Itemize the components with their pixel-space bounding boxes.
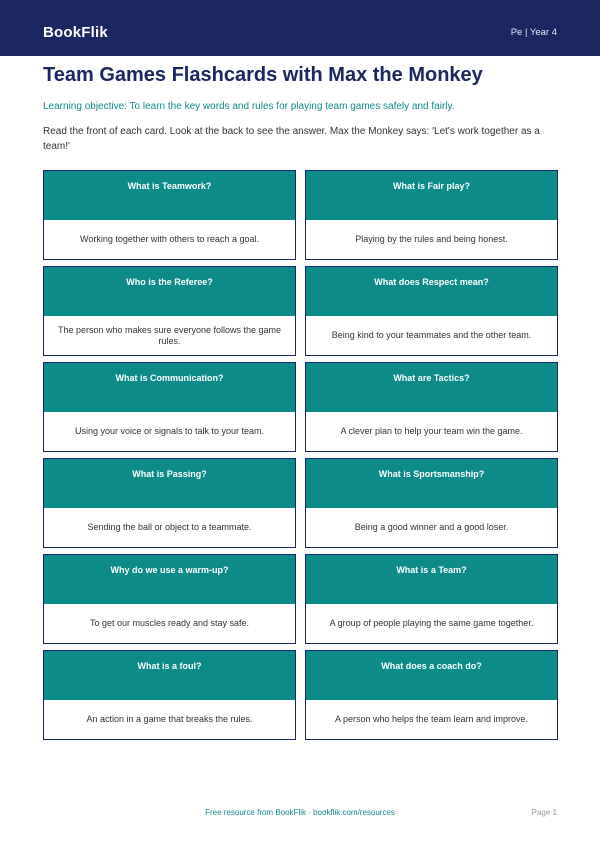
card-front: What is Communication? bbox=[44, 363, 295, 412]
flashcard[interactable] bbox=[43, 266, 296, 356]
card-back: A clever plan to help your team win the game. bbox=[306, 412, 557, 451]
card-front: Who is the Referee? bbox=[44, 267, 295, 316]
card-back: Playing by the rules and being honest. bbox=[306, 220, 557, 259]
flashcard[interactable] bbox=[305, 458, 558, 548]
card-back: A person who helps the team learn and improve. bbox=[306, 700, 557, 739]
card-back: Sending the ball or object to a teammate. bbox=[44, 508, 295, 547]
flashcard[interactable] bbox=[43, 170, 296, 260]
flashcard[interactable] bbox=[43, 362, 296, 452]
footer-link[interactable]: Free resource from BookFlik · bookflik.com/resources bbox=[205, 808, 395, 817]
card-front: What is Sportsmanship? bbox=[306, 459, 557, 508]
flashcard[interactable] bbox=[43, 554, 296, 644]
page-title: Team Games Flashcards with Max the Monkey bbox=[43, 64, 483, 86]
card-front: What is a foul? bbox=[44, 651, 295, 700]
card-back: An action in a game that breaks the rules. bbox=[44, 700, 295, 739]
card-front: What is a Team? bbox=[306, 555, 557, 604]
card-front: Why do we use a warm-up? bbox=[44, 555, 295, 604]
flashcard[interactable] bbox=[305, 650, 558, 740]
card-front: What is Teamwork? bbox=[44, 171, 295, 220]
flashcard[interactable] bbox=[43, 650, 296, 740]
card-back: A group of people playing the same game together. bbox=[306, 604, 557, 643]
flashcard[interactable] bbox=[305, 170, 558, 260]
card-back: The person who makes sure everyone follows the game rules. bbox=[44, 316, 295, 355]
flashcard[interactable] bbox=[305, 554, 558, 644]
flashcard[interactable] bbox=[305, 266, 558, 356]
intro-text: Read the front of each card. Look at the back to see the answer. Max the Monkey says: 'Let's work together as a team!' bbox=[43, 126, 540, 152]
card-front: What are Tactics? bbox=[306, 363, 557, 412]
header-bar bbox=[0, 0, 600, 56]
card-back: Being kind to your teammates and the other team. bbox=[306, 316, 557, 355]
card-back: Being a good winner and a good loser. bbox=[306, 508, 557, 547]
card-front: What does Respect mean? bbox=[306, 267, 557, 316]
card-front: What is Passing? bbox=[44, 459, 295, 508]
flashcard[interactable] bbox=[305, 362, 558, 452]
card-front: What is Fair play? bbox=[306, 171, 557, 220]
page-number: Page 1 bbox=[531, 808, 557, 817]
card-back: Working together with others to reach a goal. bbox=[44, 220, 295, 259]
flashcard[interactable] bbox=[43, 458, 296, 548]
subject-year-label: Pe | Year 4 bbox=[510, 27, 557, 38]
learning-objective: Learning objective: To learn the key words and rules for playing team games safely and fairly. bbox=[43, 101, 455, 112]
flashcard-grid bbox=[43, 170, 558, 740]
brand-logo[interactable]: BookFlik bbox=[43, 24, 108, 41]
card-back: To get our muscles ready and stay safe. bbox=[44, 604, 295, 643]
card-back: Using your voice or signals to talk to your team. bbox=[44, 412, 295, 451]
card-front: What does a coach do? bbox=[306, 651, 557, 700]
